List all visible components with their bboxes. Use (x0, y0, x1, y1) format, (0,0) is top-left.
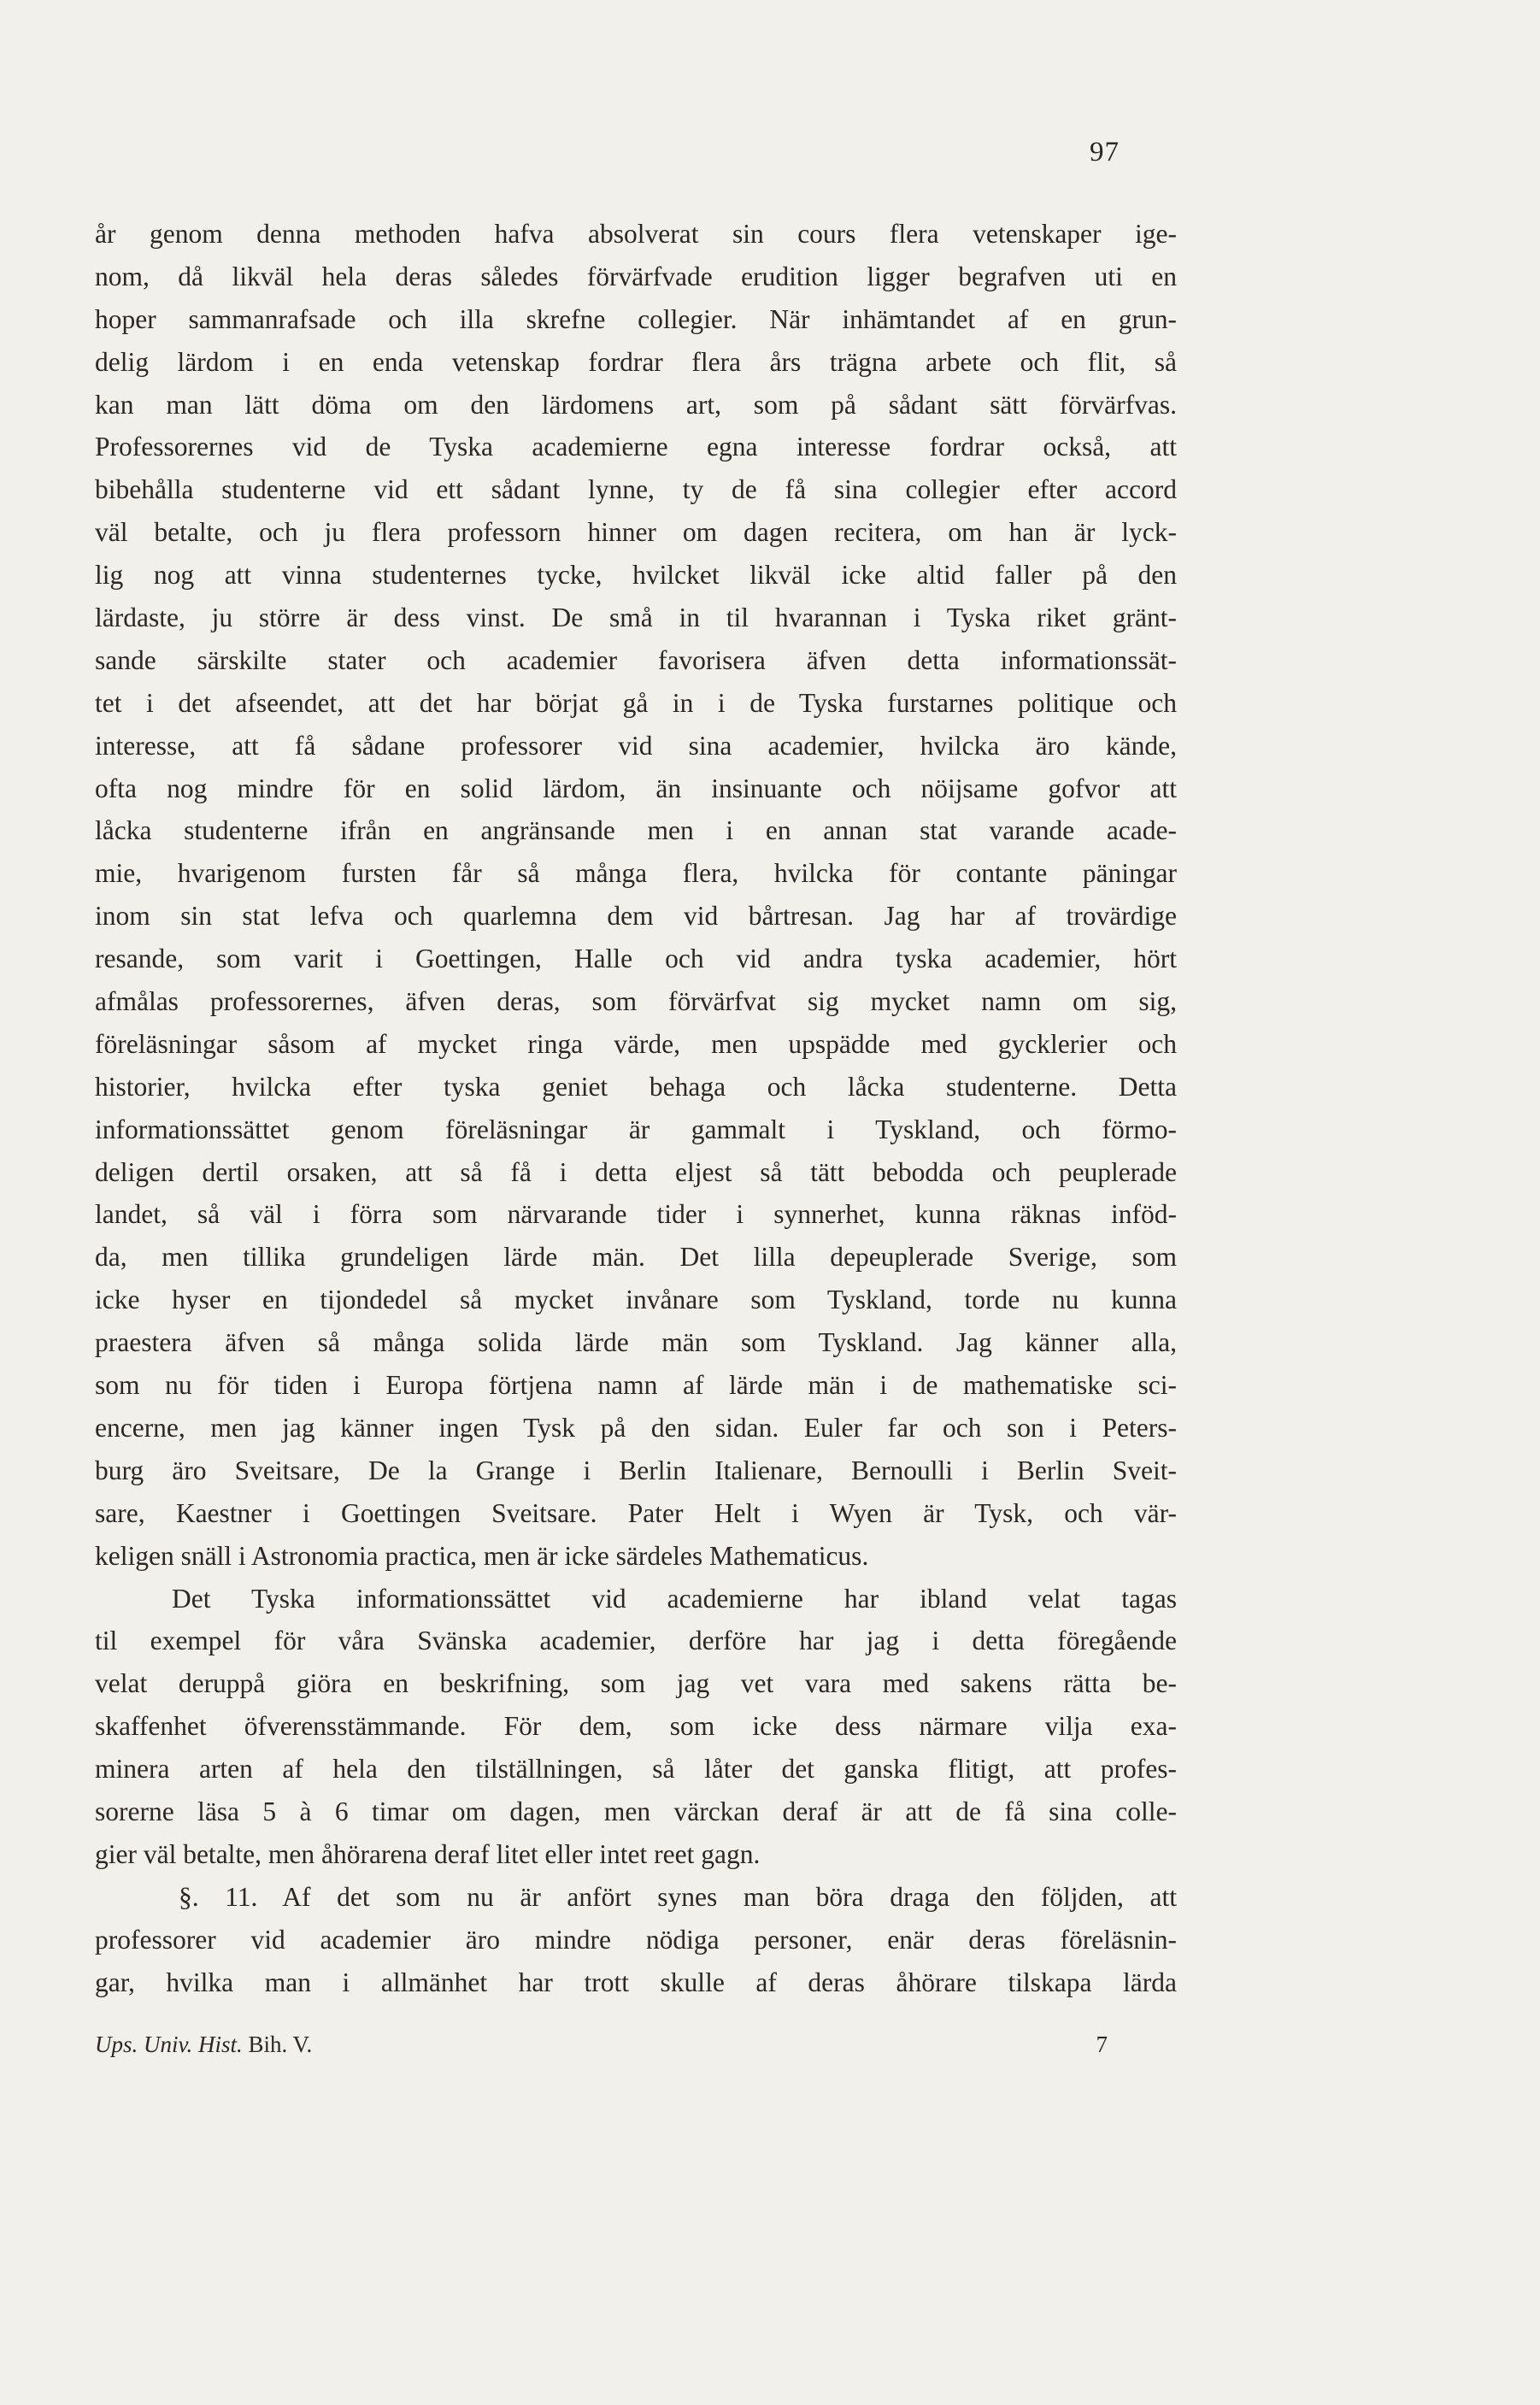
footer-reference-volume: Bih. V. (248, 2032, 313, 2057)
body-text (95, 213, 1177, 2003)
text-line: sorerne läsa 5 à 6 timar om dagen, men värckan deraf är att de få sina colle- (95, 1796, 1177, 1826)
text-line: da, men tillika grundeligen lärde män. Det lilla depeuplerade Sverige, som (95, 1242, 1177, 1273)
text-line: informationssättet genom föreläsningar är gammalt i Tyskland, och förmo- (95, 1114, 1177, 1144)
text-line: nom, då likväl hela deras således förvärfvade erudition ligger begrafven uti en (95, 261, 1177, 291)
text-line: låcka studenterne ifrån en angränsande men i en annan stat varande acade- (95, 815, 1177, 846)
text-line: delig lärdom i en enda vetenskap fordrar flera års trägna arbete och flit, så (95, 346, 1177, 377)
text-line: encerne, men jag känner ingen Tysk på den sidan. Euler far och son i Peters- (95, 1412, 1177, 1443)
text-line: hoper sammanrafsade och illa skrefne collegier. När inhämtandet af en grun- (95, 303, 1177, 334)
text-line: Professorernes vid de Tyska academierne egna interesse fordrar också, att (95, 432, 1177, 462)
text-line: velat deruppå giöra en beskrifning, som jag vet vara med sakens rätta be- (95, 1668, 1177, 1699)
text-line: ofta nog mindre för en solid lärdom, än insinuante och nöijsame gofvor att (95, 773, 1177, 803)
text-line: mie, hvarigenom fursten får så många flera, hvilcka för contante päningar (95, 858, 1177, 889)
text-line: gier väl betalte, men åhörarena deraf litet eller intet reet gagn. (95, 1838, 761, 1869)
text-line: minera arten af hela den tilställningen, så låter det ganska flitigt, att profes- (95, 1754, 1177, 1785)
footer-reference (95, 2032, 312, 2057)
text-line: interesse, att få sådane professorer vid sina academier, hvilcka äro kände, (95, 730, 1177, 761)
text-line: som nu för tiden i Europa förtjena namn af lärde män i de mathematiske sci- (95, 1370, 1177, 1401)
text-line: praestera äfven så många solida lärde män som Tyskland. Jag känner alla, (95, 1327, 1177, 1358)
text-line: lig nog att vinna studenternes tycke, hvilcket likväl icke altid faller på den (95, 560, 1177, 591)
page-number: 97 (1090, 137, 1120, 168)
footer-reference-title: Ups. Univ. Hist. (95, 2032, 243, 2057)
text-line: gar, hvilka man i allmänhet har trott skulle af deras åhörare tilskapa lärda (95, 1967, 1177, 1997)
text-line: skaffenhet öfverensstämmande. För dem, som icke dess närmare vilja exa- (95, 1711, 1177, 1742)
text-line: Det Tyska informationssättet vid academierne har ibland velat tagas (172, 1583, 1177, 1614)
text-line: landet, så väl i förra som närvarande tider i synnerhet, kunna räknas inföd- (95, 1199, 1177, 1230)
text-line: keligen snäll i Astronomia practica, men är icke särdeles Mathematicus. (95, 1540, 869, 1571)
text-line: afmålas professorernes, äfven deras, som förvärfvat sig mycket namn om sig, (95, 986, 1177, 1017)
text-line: §. 11. Af det som nu är anfört synes man böra draga den följden, att (179, 1881, 1177, 1912)
text-line: bibehålla studenterne vid ett sådant lynne, ty de få sina collegier efter accord (95, 474, 1177, 505)
text-line: burg äro Sveitsare, De la Grange i Berlin Italienare, Bernoulli i Berlin Sveit- (95, 1455, 1177, 1485)
text-line: väl betalte, och ju flera professorn hinner om dagen recitera, om han är lyck- (95, 517, 1177, 548)
page-footer (95, 2027, 1108, 2061)
text-line: til exempel för våra Svänska academier, derföre har jag i detta föregående (95, 1626, 1177, 1656)
text-line: kan man lätt döma om den lärdomens art, som på sådant sätt förvärfvas. (95, 389, 1177, 420)
text-line: år genom denna methoden hafva absolverat sin cours flera vetenskaper ige- (95, 219, 1177, 249)
text-line: inom sin stat lefva och quarlemna dem vid bårtresan. Jag har af trovärdige (95, 901, 1177, 932)
text-line: sare, Kaestner i Goettingen Sveitsare. Pater Helt i Wyen är Tysk, och vär- (95, 1497, 1177, 1528)
text-line: tet i det afseendet, att det har börjat gå in i de Tyska furstarnes politique och (95, 687, 1177, 718)
text-line: föreläsningar såsom af mycket ringa värde, men upspädde med gycklerier och (95, 1028, 1177, 1059)
text-line: deligen dertil orsaken, att så få i detta eljest så tätt bebodda och peuplerade (95, 1156, 1177, 1187)
signature-mark: 7 (1096, 2032, 1108, 2057)
text-line: sande särskilte stater och academier favorisera äfven detta informationssät- (95, 644, 1177, 675)
text-line: resande, som varit i Goettingen, Halle och vid andra tyska academier, hört (95, 944, 1177, 974)
text-line: lärdaste, ju större är dess vinst. De små in til hvarannan i Tyska riket gränt- (95, 603, 1177, 633)
text-line: historier, hvilcka efter tyska geniet behaga och låcka studenterne. Detta (95, 1071, 1177, 1102)
text-line: professorer vid academier äro mindre nödiga personer, enär deras föreläsnin- (95, 1924, 1177, 1955)
text-line: icke hyser en tijondedel så mycket invånare som Tyskland, torde nu kunna (95, 1285, 1177, 1315)
